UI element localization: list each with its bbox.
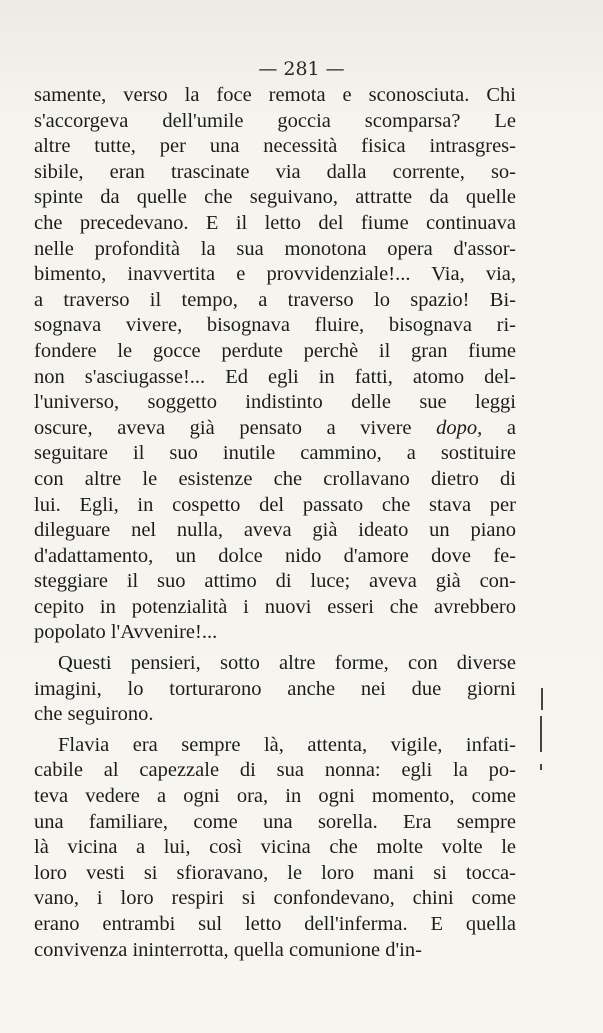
paragraph-1 bbox=[34, 83, 516, 646]
text-line: bimento, inavvertita e provvidenziale!... Via, via, bbox=[34, 263, 516, 286]
text-line: con altre le esistenze che crollavano dietro di bbox=[34, 467, 516, 490]
text-line: una familiare, come una sorella. Era sempre bbox=[34, 810, 516, 833]
text-line: là vicina a lui, così vicina che molte volte le bbox=[34, 836, 516, 859]
text-line: spinte da quelle che seguivano, attratte da quelle bbox=[34, 186, 516, 209]
text-line: sognava vivere, bisognava fluire, bisognava ri- bbox=[34, 314, 516, 337]
text-line: samente, verso la foce remota e sconosciuta. Chi bbox=[34, 84, 516, 106]
text-line: Flavia era sempre là, attenta, vigile, infati- bbox=[58, 733, 516, 756]
italic-word: dopo, bbox=[436, 416, 483, 439]
text-line: dileguare nel nulla, aveva già ideato un piano bbox=[34, 519, 516, 542]
text-line-with-italic bbox=[34, 416, 516, 442]
text-line: cabile al capezzale di sua nonna: egli la po- bbox=[34, 759, 516, 782]
paragraph-2 bbox=[34, 651, 516, 728]
page-number: — 281 — bbox=[258, 58, 345, 80]
text-line: erano entrambi sul letto dell'inferma. E quella bbox=[34, 913, 516, 935]
text-line: lui. Egli, in cospetto del passato che stava per bbox=[34, 493, 516, 516]
text-line: l'universo, soggetto indistinto delle sue leggi bbox=[34, 391, 516, 414]
margin-pencil-mark bbox=[540, 716, 542, 752]
text-segment: a bbox=[506, 416, 516, 439]
text-line: loro vesti si sfioravano, le loro mani si tocca- bbox=[34, 861, 516, 884]
text-line: a traverso il tempo, a traverso lo spazio! Bi- bbox=[34, 288, 516, 311]
text-line: teva vedere a ogni ora, in ogni momento, come bbox=[34, 785, 516, 808]
text-line: d'adattamento, un dolce nido d'amore dove fe- bbox=[34, 544, 516, 567]
text-line: convivenza ininterrotta, quella comunione d'in- bbox=[34, 938, 422, 961]
text-line: Questi pensieri, sotto altre forme, con diverse bbox=[58, 652, 516, 675]
text-line: imagini, lo torturarono anche nei due giorni bbox=[34, 677, 516, 700]
text-line: non s'asciugasse!... Ed egli in fatti, atomo del- bbox=[34, 365, 516, 388]
text-line: altre tutte, per una necessità fisica intrasgres- bbox=[34, 135, 516, 158]
text-line: cepito in potenzialità i nuovi esseri che avrebbero bbox=[34, 595, 516, 618]
margin-pencil-mark bbox=[540, 764, 542, 770]
text-line: nelle profondità la sua monotona opera d'assor- bbox=[34, 237, 516, 260]
text-line: seguitare il suo inutile cammino, a sostituire bbox=[34, 442, 516, 465]
text-line: che precedevano. E il letto del fiume continuava bbox=[34, 211, 516, 234]
text-line: sibile, eran trascinate via dalla corrente, so- bbox=[34, 160, 516, 183]
text-segment: oscure, aveva già pensato a vivere bbox=[34, 416, 412, 439]
text-line: fondere le gocce perdute perchè il gran fiume bbox=[34, 339, 516, 362]
text-line: s'accorgeva dell'umile goccia scomparsa? Le bbox=[34, 109, 516, 132]
text-line: popolato l'Avvenire!... bbox=[34, 621, 218, 644]
text-line: che seguirono. bbox=[34, 703, 154, 726]
body-text bbox=[34, 83, 516, 963]
paragraph-3 bbox=[34, 733, 516, 963]
margin-pencil-mark bbox=[541, 688, 543, 710]
text-line: steggiare il suo attimo di luce; aveva già con- bbox=[34, 570, 516, 593]
text-line: vano, i loro respiri si confondevano, chini come bbox=[34, 887, 516, 910]
